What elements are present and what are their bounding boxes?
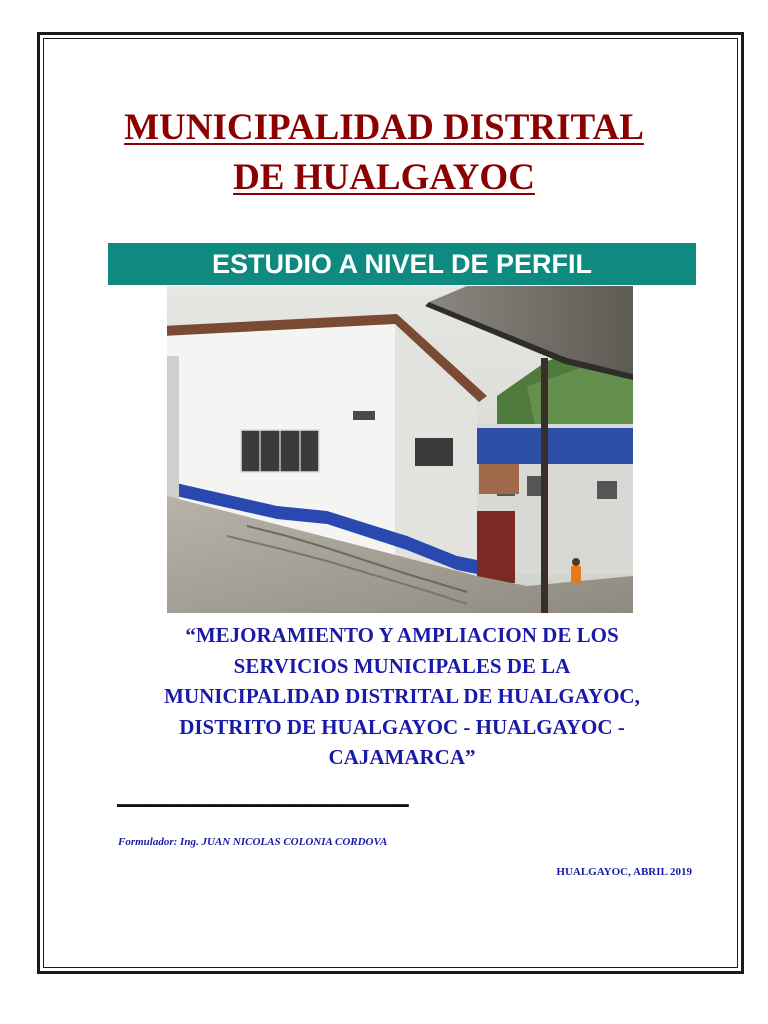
project-title-line: MUNICIPALIDAD DISTRITAL DE HUALGAYOC,: [164, 684, 640, 708]
title-line-1-text: MUNICIPALIDAD DISTRITAL: [124, 107, 644, 148]
formulador-credit: Formulador: Ing. JUAN NICOLAS COLONIA CORDOVA: [118, 836, 388, 848]
project-title-line: CAJAMARCA”: [328, 745, 476, 769]
building-photo: [167, 286, 633, 613]
project-title-line: “MEJORAMIENTO Y AMPLIACION DE LOS: [185, 623, 619, 647]
photo-back-window: [597, 481, 617, 499]
photo-brick-wall: [479, 464, 519, 494]
photo-pole: [541, 358, 548, 613]
photo-back-building-blue: [477, 428, 633, 464]
place-date: HUALGAYOC, ABRIL 2019: [556, 866, 692, 878]
title-line-2-text: DE HUALGAYOC: [233, 157, 535, 198]
title-line-2: [0, 158, 768, 198]
project-title-line: SERVICIOS MUNICIPALES DE LA: [233, 653, 571, 678]
project-title-line: DISTRITO DE HUALGAYOC - HUALGAYOC -: [179, 714, 625, 739]
photo-window-right: [415, 438, 453, 466]
photo-person-body: [571, 566, 581, 584]
photo-left-edge: [167, 356, 179, 506]
project-title: [100, 620, 704, 773]
photo-person-head: [572, 558, 580, 566]
title-line-1: [0, 108, 768, 148]
photo-vent: [353, 411, 375, 420]
dashed-separator: ------------------------------------------------------: [116, 791, 408, 818]
study-level-banner: ESTUDIO A NIVEL DE PERFIL: [108, 243, 696, 285]
photo-red-door: [477, 511, 515, 583]
